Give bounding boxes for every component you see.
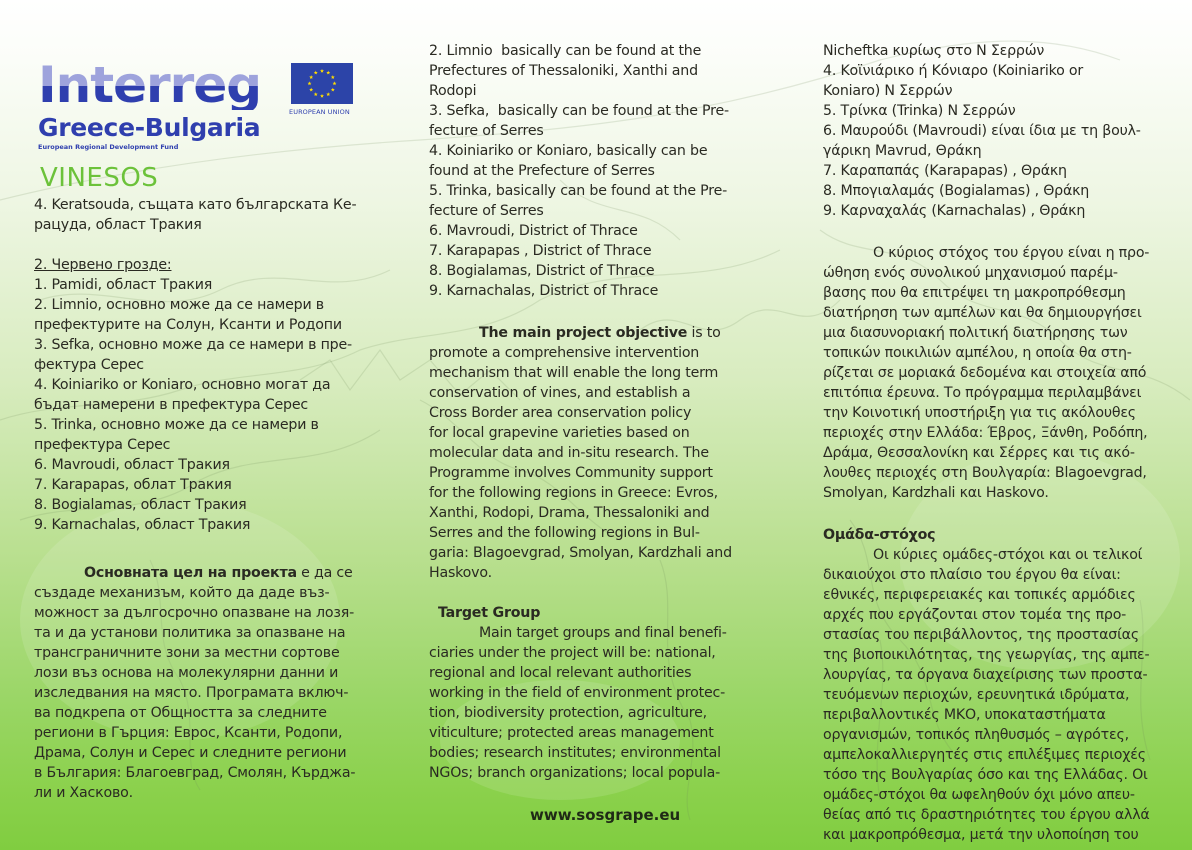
text-line: for local grapevine varieties based on: [429, 425, 690, 441]
text-line: την Κοινοτική υποστήριξη για τις ακόλουθες: [823, 405, 1136, 421]
target-group-paragraph: [823, 565, 1163, 845]
text-line: regional and local relevant authorities: [429, 665, 692, 681]
white-grapes-continuation: [34, 195, 372, 235]
text-line: Serres and the following regions in Bul-: [429, 525, 700, 541]
objective-bold: Основната цел на проекта: [84, 565, 297, 581]
text-line: γάρικη Mavrud, Θράκη: [823, 143, 982, 159]
text-line: βασης που θα επιτρέψει τη μακροπρόθεσμη: [823, 285, 1126, 301]
text-line: Xanthi, Rodopi, Drama, Thessaloniki and: [429, 505, 710, 521]
text-line: 9. Karnachalas, District of Thrace: [429, 283, 659, 299]
eu-star-icon: [333, 81, 337, 85]
text-line: viticulture; protected areas management: [429, 725, 714, 741]
text-line: 6. Mavroudi, District of Thrace: [429, 223, 638, 239]
text-line: τοπικών ποικιλιών αμπέλου, η οποία θα στη-: [823, 345, 1132, 361]
eu-flag-icon: [291, 63, 353, 104]
text-line: в България: Благоевград, Смолян, Кърджа-: [34, 765, 356, 781]
text-line: της βιοποικιλότητας, της γεωργίας, της αμπε-: [823, 647, 1150, 663]
text-line: Prefectures of Thessaloniki, Xanthi and: [429, 63, 698, 79]
text-line: 5. Trinka, basically can be found at the Pre-: [429, 183, 728, 199]
text-line: 7. Karapapas , District of Thrace: [429, 243, 652, 259]
text-line: та и да установи политика за опазване на: [34, 625, 346, 641]
eu-star-icon: [308, 81, 312, 85]
text-line: διατήρηση των αμπέλων και θα δημιουργήσει: [823, 305, 1142, 321]
eu-star-icon: [309, 88, 313, 92]
text-line: 4. Koiniariko or Koniaro, basically can be: [429, 143, 708, 159]
text-line: ли и Хасково.: [34, 785, 133, 801]
objective-paragraph: [34, 583, 372, 803]
text-line: трансграничните зони за местни сортове: [34, 645, 340, 661]
left-column: [34, 195, 372, 803]
text-line: δικαιούχοι στο πλαίσιο του έργου θα είναι:: [823, 567, 1121, 583]
text-line: 5. Trinka, основно може да се намери в: [34, 417, 319, 433]
red-grapes-heading: 2. Червено грозде:: [34, 257, 172, 273]
eu-star-icon: [314, 71, 318, 75]
objective-first-line: [429, 323, 774, 343]
text-line: 7. Karapapas, облат Тракия: [34, 477, 232, 493]
text-line: λουθες περιοχές στη Βουλγαρία: Blagoevgrad,: [823, 465, 1147, 481]
text-line: conservation of vines, and establish a: [429, 385, 691, 401]
text-line: Rodopi: [429, 83, 477, 99]
objective-first-line: Ο κύριος στόχος του έργου είναι η προ-: [873, 245, 1150, 261]
red-grapes-list-gr: [823, 41, 1163, 221]
eu-star-icon: [331, 75, 335, 79]
text-line: found at the Prefecture of Serres: [429, 163, 655, 179]
eu-star-icon: [320, 94, 324, 98]
text-line: τόσο της Βουλγαρίας όσο και της Ελλάδας. Οι: [823, 767, 1148, 783]
text-line: 2. Limnio, основно може да се намери в: [34, 297, 324, 313]
text-line: τευόμενων περιοχών, ερευνητικά ιδρύματα,: [823, 687, 1130, 703]
text-line: ομάδες-στόχοι θα ωφεληθούν όχι μόνο απευ-: [823, 787, 1135, 803]
text-line: 3. Sefka, basically can be found at the Pre-: [429, 103, 729, 119]
middle-column: [429, 41, 774, 783]
text-line: 8. Bogialamas, област Тракия: [34, 497, 247, 513]
text-line: fecture of Serres: [429, 123, 544, 139]
text-line: можност за дългосрочно опазване на лозя-: [34, 605, 355, 621]
text-line: 3. Sefka, основно може да се намери в пре-: [34, 337, 352, 353]
red-grapes-list-en: [429, 41, 774, 301]
text-line: 6. Mavroudi, област Тракия: [34, 457, 230, 473]
text-line: Δράμα, Θεσσαλονίκη και Σέρρες και τις ακό-: [823, 445, 1135, 461]
text-line: префектурите на Солун, Ксанти и Родопи: [34, 317, 342, 333]
text-line: ва подкрепа от Общността за следните: [34, 705, 327, 721]
objective-bold: The main project objective: [479, 325, 688, 341]
text-line: Koniaro) Ν Σερρών: [823, 83, 953, 99]
text-line: фектура Серес: [34, 357, 144, 373]
target-first-line: Οι κύριες ομάδες-στόχοι και οι τελικοί: [873, 547, 1143, 563]
target-first-line: Main target groups and final benefi-: [479, 625, 727, 641]
text-line: бъдат намерени в префектура Серес: [34, 397, 308, 413]
objective-first-line: [34, 563, 372, 583]
text-line: префектура Серес: [34, 437, 171, 453]
text-line: 9. Καρναχαλάς (Karnachalas) , Θράκη: [823, 203, 1086, 219]
text-line: promote a comprehensive intervention: [429, 345, 700, 361]
text-line: for the following regions in Greece: Evros,: [429, 485, 718, 501]
text-line: ώθηση ενός συνολικού μηχανισμού παρέμ-: [823, 265, 1118, 281]
text-line: 8. Bogialamas, District of Thrace: [429, 263, 655, 279]
eu-star-icon: [326, 71, 330, 75]
text-line: 2. Limnio basically can be found at the: [429, 43, 702, 59]
text-line: molecular data and in-situ research. The: [429, 445, 709, 461]
text-line: Haskovo.: [429, 565, 492, 581]
target-group-heading: Target Group: [438, 605, 541, 621]
text-line: 5. Τρίνκα (Trinka) Ν Σερρών: [823, 103, 1016, 119]
text-line: ρίζεται σε μοριακά δεδομένα και στοιχεία από: [823, 365, 1147, 381]
red-grapes-list: [34, 275, 372, 535]
target-group-heading: Ομάδα-στόχος: [823, 527, 936, 543]
eu-star-icon: [314, 92, 318, 96]
text-line: 4. Koiniariko or Koniaro, основно могат да: [34, 377, 331, 393]
text-line: και μακροπρόθεσμα, μετά την υλοποίηση του: [823, 827, 1139, 843]
right-column: [823, 41, 1163, 845]
text-line: Nicheftka κυρίως στο Ν Σερρών: [823, 43, 1045, 59]
target-group-paragraph: [429, 643, 774, 783]
text-line: tion, biodiversity protection, agriculture,: [429, 705, 707, 721]
eu-star-icon: [331, 88, 335, 92]
text-line: garia: Blagoevgrad, Smolyan, Kardzhali and: [429, 545, 732, 561]
text-line: 7. Καραπαπάς (Karapapas) , Θράκη: [823, 163, 1067, 179]
logo-main-text: Interreg: [38, 56, 262, 114]
text-line: mechanism that will enable the long term: [429, 365, 719, 381]
text-line: bodies; research institutes; environmental: [429, 745, 721, 761]
eu-star-icon: [309, 75, 313, 79]
text-line: рацуда, област Тракия: [34, 217, 202, 233]
text-line: ciaries under the project will be: national,: [429, 645, 716, 661]
logo-fund-text: European Regional Development Fund: [38, 143, 179, 151]
objective-paragraph: [429, 343, 774, 583]
text-line: μια διασυνοριακή πολιτική διατήρησης των: [823, 325, 1128, 341]
objective-first-rest: е да се: [296, 565, 353, 581]
text-line: λουργίας, τα όργανα διαχείρισης των προστα-: [823, 667, 1148, 683]
text-line: fecture of Serres: [429, 203, 544, 219]
text-line: региони в Гърция: Еврос, Ксанти, Родопи,: [34, 725, 343, 741]
text-line: NGOs; branch organizations; local popula-: [429, 765, 720, 781]
text-line: εθνικές, περιφερειακές και τοπικές αρμόδιες: [823, 587, 1136, 603]
text-line: изследвания на място. Програмата включ-: [34, 685, 349, 701]
text-line: Cross Border area conservation policy: [429, 405, 692, 421]
text-line: 4. Keratsouda, същата като българската Ке-: [34, 197, 357, 213]
text-line: 6. Μαυρούδι (Mavroudi) είναι ίδια με τη βουλ-: [823, 123, 1141, 139]
eu-label: EUROPEAN UNION: [289, 108, 350, 116]
interreg-logo: [38, 56, 262, 151]
eu-star-icon: [320, 69, 324, 73]
eu-star-icon: [326, 92, 330, 96]
text-line: 4. Κοϊνιάρικο ή Κόνιαρο (Koiniariko or: [823, 63, 1083, 79]
text-line: създаде механизъм, който да даде въз-: [34, 585, 330, 601]
website-link[interactable]: www.sosgrape.eu: [530, 806, 681, 824]
text-line: Smolyan, Kardzhali και Haskovo.: [823, 485, 1049, 501]
text-line: περιβαλλοντικές ΜΚΟ, υποκαταστήματα: [823, 707, 1106, 723]
text-line: επιτόπια έρευνα. Το πρόγραμμα περιλαμβάνει: [823, 385, 1142, 401]
text-line: αρχές που εργάζονται στον τομέα της προ-: [823, 607, 1127, 623]
text-line: οργανισμών, τοπικός πληθυσμός – αγρότες,: [823, 727, 1129, 743]
text-line: 8. Μπογιαλαμάς (Bogialamas) , Θράκη: [823, 183, 1090, 199]
text-line: περιοχές στην Ελλάδα: Έβρος, Ξάνθη, Ροδόπη,: [823, 425, 1148, 441]
text-line: 1. Pamidi, област Тракия: [34, 277, 213, 293]
text-line: Programme involves Community support: [429, 465, 713, 481]
text-line: θείας από τις δραστηριότητες του έργου αλλά: [823, 807, 1150, 823]
objective-first-rest: is to: [687, 325, 721, 341]
logo-sub-text: Greece-Bulgaria: [38, 113, 261, 142]
text-line: 9. Karnachalas, област Тракия: [34, 517, 251, 533]
text-line: αμπελοκαλλιεργητές στις επιλέξιμες περιοχές: [823, 747, 1146, 763]
text-line: στασίας του περιβάλλοντος, της προστασίας: [823, 627, 1139, 643]
project-name: VINESOS: [40, 163, 159, 193]
text-line: working in the field of environment protec-: [429, 685, 726, 701]
objective-paragraph: [823, 263, 1163, 503]
text-line: лози въз основа на молекулярни данни и: [34, 665, 339, 681]
text-line: Драма, Солун и Серес и следните региони: [34, 745, 347, 761]
